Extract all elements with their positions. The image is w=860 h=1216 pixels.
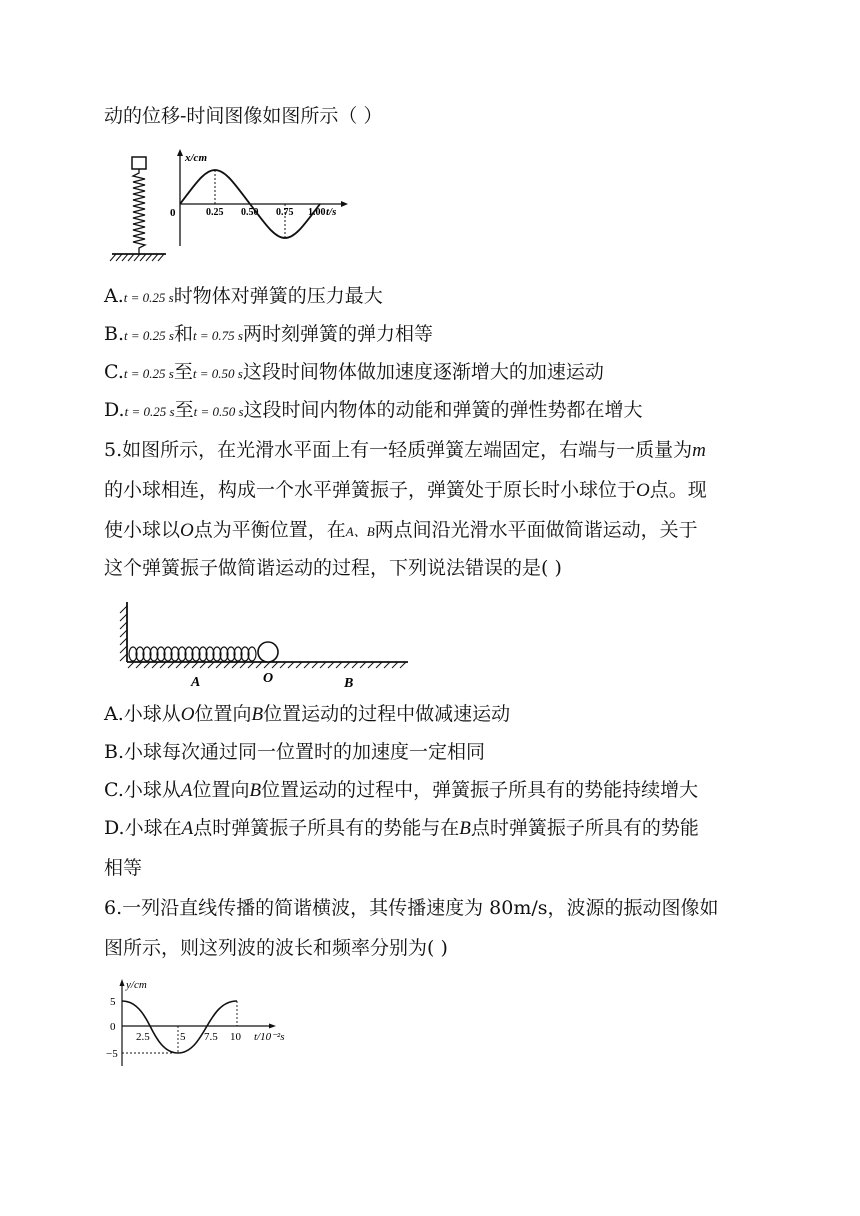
q6-stem-line-2: 图所示，则这列波的波长和频率分别为( ) — [104, 937, 448, 959]
vertical-spring — [133, 169, 145, 254]
q5-stem-line-1: 5.如图所示，在光滑水平面上有一轻质弹簧左端固定，右端与一质量为m — [104, 439, 706, 461]
q6-t-tick: 5 — [180, 1031, 186, 1043]
q4-figure — [104, 148, 354, 266]
ball — [258, 642, 278, 662]
horizontal-spring — [129, 647, 256, 661]
q5-option-c[interactable]: C.小球从A位置向B位置运动的过程中，弹簧振子所具有的势能持续增大 — [104, 779, 699, 801]
q5-option-b[interactable]: B.小球每次通过同一位置时的加速度一定相同 — [104, 741, 486, 763]
q4-t-label: t/s — [326, 206, 337, 218]
q4-tick: 0.75 — [276, 207, 294, 218]
q5-stem-line-4: 这个弹簧振子做简谐运动的过程，下列说法错误的是( ) — [104, 557, 562, 579]
q6-y-label: y/cm — [126, 979, 147, 991]
q6-t-tick: 7.5 — [204, 1031, 218, 1043]
q4-option-b[interactable]: B.t = 0.25 s和t = 0.75 s两时刻弹簧的弹力相等 — [104, 323, 433, 345]
q6-y-tick: −5 — [106, 1048, 118, 1060]
q6-t-tick: 10 — [230, 1031, 241, 1043]
q5-option-a[interactable]: A.小球从O位置向B位置运动的过程中做减速运动 — [104, 703, 511, 725]
label-a: A — [191, 675, 201, 690]
q5-stem-line-2: 的小球相连，构成一个水平弹簧振子，弹簧处于原长时小球位于O点。现 — [104, 479, 707, 501]
label-b: B — [344, 676, 354, 691]
q6-t-label: t/10⁻²s — [254, 1031, 285, 1043]
q6-stem-line-1: 6.一列沿直线传播的简谐横波，其传播速度为 80m/s，波源的振动图像如 — [104, 897, 719, 919]
q4-tick: 1.00 — [308, 207, 326, 218]
q4-stem: 动的位移-时间图像如图所示（ ） — [104, 105, 383, 127]
q5-figure — [118, 600, 418, 692]
q6-y-tick: 5 — [110, 996, 116, 1008]
q6-y-tick: 0 — [110, 1021, 116, 1033]
q5-option-d-cont: 相等 — [104, 857, 143, 879]
q5-stem-line-3: 使小球以O点为平衡位置，在A、B两点间沿光滑水平面做简谐运动，关于 — [104, 519, 698, 541]
label-o: O — [263, 671, 274, 686]
q6-cosine-curve — [122, 1001, 237, 1053]
q5-option-d[interactable]: D.小球在A点时弹簧振子所具有的势能与在B点时弹簧振子所具有的势能 — [104, 817, 699, 839]
q4-tick: 0.25 — [206, 207, 224, 218]
q4-tick: 0.50 — [241, 207, 259, 218]
q6-t-tick: 2.5 — [136, 1031, 150, 1043]
q6-figure — [104, 976, 304, 1072]
q4-option-a[interactable]: A.t = 0.25 s时物体对弹簧的压力最大 — [104, 285, 383, 307]
q4-origin-label: 0 — [170, 207, 176, 219]
spring-block — [132, 157, 146, 169]
q4-y-label: x/cm — [185, 152, 207, 164]
q4-option-c[interactable]: C.t = 0.25 s至t = 0.50 s这段时间物体做加速度逐渐增大的加速运动 — [104, 361, 604, 383]
q4-option-d[interactable]: D.t = 0.25 s至t = 0.50 s这段时间内物体的动能和弹簧的弹性势都在增大 — [104, 399, 643, 421]
